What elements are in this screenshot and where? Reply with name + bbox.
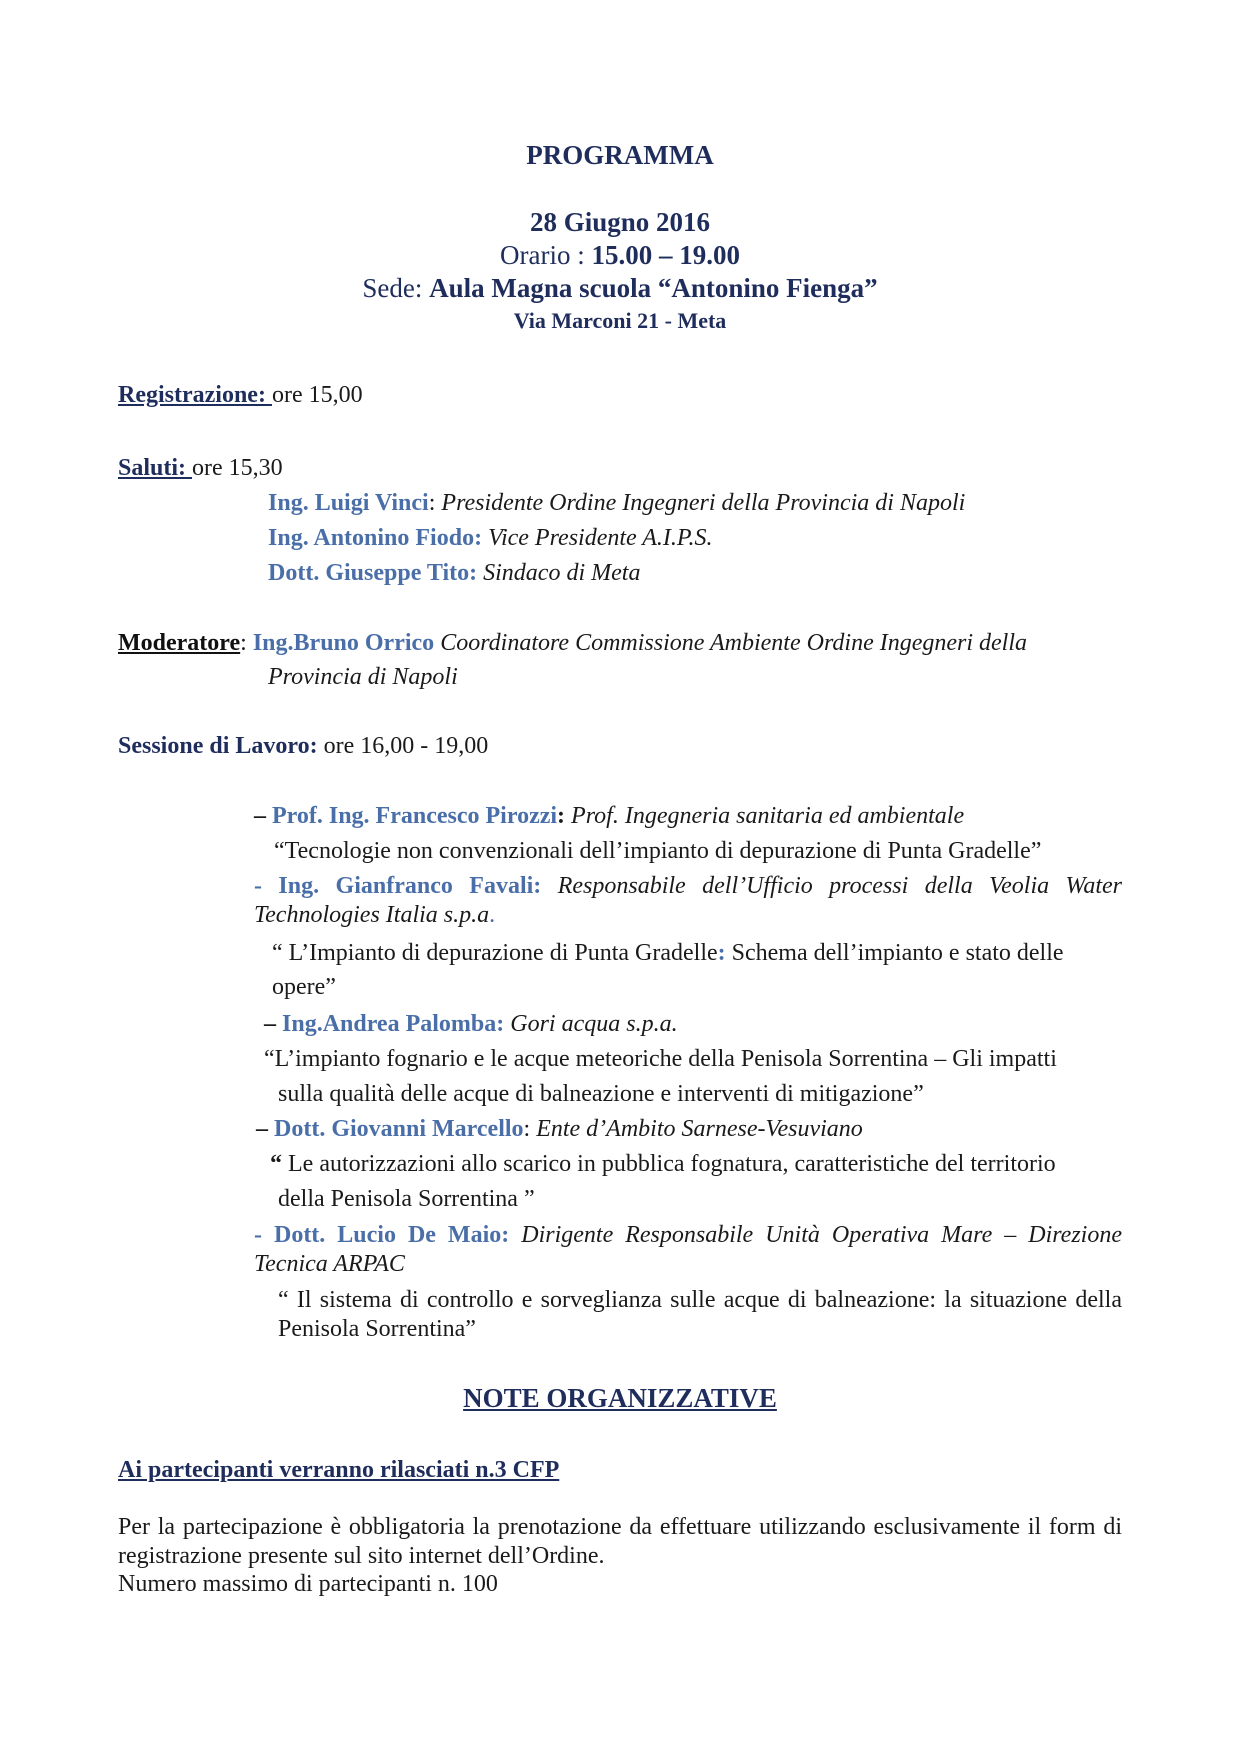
saluti-label: Saluti: <box>118 455 193 481</box>
sessione-label: Sessione di Lavoro: <box>118 733 324 759</box>
moderatore-colon: : <box>240 630 253 656</box>
moderatore-role-cont: Provincia di Napoli <box>268 664 458 690</box>
talk-role-end: . <box>489 902 496 928</box>
talk-title: “ Il sistema di controllo e sorveglianza sulle acque di balneazione: la situazione della Penisola Sorrentina” <box>278 1287 1122 1342</box>
saluti-speaker <box>268 490 965 517</box>
saluti-speaker <box>268 560 640 587</box>
speaker-name: Ing. Luigi Vinci <box>268 490 429 516</box>
talk-sep: : <box>557 803 572 829</box>
talk-sep: : <box>523 1116 537 1142</box>
sede-label: Sede: <box>362 273 430 303</box>
talk-title-cont: della Penisola Sorrentina ” <box>278 1186 535 1212</box>
sede-value: Aula Magna scuola “Antonino Fienga” <box>429 273 878 303</box>
registration-note: Per la partecipazione è obbligatoria la prenotazione da effettuare utilizzando esclusivamente il form di registrazione presente sul sito internet dell’Ordine. <box>118 1514 1122 1569</box>
talk-title: “L’impianto fognario e le acque meteoriche della Penisola Sorrentina – Gli impatti <box>264 1046 1057 1072</box>
sessione-line <box>118 733 488 760</box>
talk-speaker <box>264 1011 678 1038</box>
talk-name: Dott. Lucio De Maio: <box>273 1222 510 1248</box>
talk-dash: – <box>254 803 272 829</box>
talk-dash: – <box>256 1116 274 1142</box>
event-venue <box>0 273 1240 304</box>
note-heading: NOTE ORGANIZZATIVE <box>463 1383 777 1413</box>
registrazione-label: Registrazione: <box>118 382 272 408</box>
moderatore-name: Ing.Bruno Orrico <box>252 630 435 656</box>
talk-title-b: Schema dell’impianto e stato delle opere” <box>272 940 1064 1000</box>
talk-role: Responsabile dell’Ufficio processi della Veolia Water Technologies Italia s.p.a <box>254 873 1122 928</box>
talk-name: Ing.Andrea Palomba: <box>282 1011 505 1037</box>
talk-name: Prof. Ing. Francesco Pirozzi <box>272 803 558 829</box>
moderatore-role: Coordinatore Commissione Ambiente Ordine Ingegneri della <box>440 630 1028 656</box>
talk-speaker <box>254 872 1122 930</box>
talk-name: Dott. Giovanni Marcello <box>274 1116 524 1142</box>
saluti-line <box>118 455 283 482</box>
orario-label: Orario : <box>500 240 592 270</box>
saluti-time: ore 15,30 <box>192 455 283 481</box>
event-address: Via Marconi 21 - Meta <box>513 308 727 333</box>
moderatore-label: Moderatore <box>118 630 241 656</box>
talk-title <box>272 936 1132 1004</box>
moderatore-line <box>118 630 1027 657</box>
event-date: 28 Giugno 2016 <box>529 207 711 237</box>
talk-dash: - <box>254 873 279 899</box>
talk-role: Ente d’Ambito Sarnese-Vesuviano <box>536 1116 863 1142</box>
talk-dash: - <box>254 1222 274 1248</box>
talk-title-colon: : <box>717 940 726 966</box>
talk-quote: “ <box>270 1151 282 1177</box>
talk-title: “Tecnologie non convenzionali dell’impianto di depurazione di Punta Gradelle” <box>274 838 1042 864</box>
talk-role: Dirigente Responsabile Unità Operativa Mare – Direzione Tecnica ARPAC <box>254 1222 1122 1277</box>
speaker-name: Ing. Antonino Fiodo: <box>268 525 483 551</box>
orario-value: 15.00 – 19.00 <box>591 240 740 270</box>
talk-role: Gori acqua s.p.a. <box>510 1011 678 1037</box>
max-participants: Numero massimo di partecipanti n. 100 <box>118 1571 498 1597</box>
cfp-note: Ai partecipanti verranno rilasciati n.3 CFP <box>118 1457 560 1483</box>
talk-dash: – <box>264 1011 282 1037</box>
talk-title-line1: Le autorizzazioni allo scarico in pubblica fognatura, caratteristiche del territorio <box>282 1151 1056 1177</box>
registrazione-line <box>118 382 363 409</box>
page-title: PROGRAMMA <box>526 140 714 170</box>
talk-speaker <box>256 1116 863 1143</box>
speaker-role: Presidente Ordine Ingegneri della Provincia di Napoli <box>441 490 966 516</box>
talk-title-a: “ L’Impianto di depurazione di Punta Gradelle <box>272 940 718 966</box>
speaker-role: Vice Presidente A.I.P.S. <box>488 525 713 551</box>
speaker-name: Dott. Giuseppe Tito: <box>268 560 478 586</box>
speaker-role: Sindaco di Meta <box>483 560 641 586</box>
talk-title <box>270 1151 1056 1178</box>
talk-title-cont: sulla qualità delle acque di balneazione e interventi di mitigazione” <box>278 1081 924 1107</box>
talk-speaker <box>254 803 964 830</box>
event-time <box>0 240 1240 271</box>
saluti-speaker <box>268 525 712 552</box>
sessione-time: ore 16,00 - 19,00 <box>323 733 489 759</box>
talk-speaker <box>254 1221 1122 1279</box>
registrazione-time: ore 15,00 <box>271 382 363 408</box>
speaker-sep: : <box>428 490 442 516</box>
talk-name: Ing. Gianfranco Favali: <box>278 873 542 899</box>
talk-role: Prof. Ingegneria sanitaria ed ambientale <box>571 803 965 829</box>
